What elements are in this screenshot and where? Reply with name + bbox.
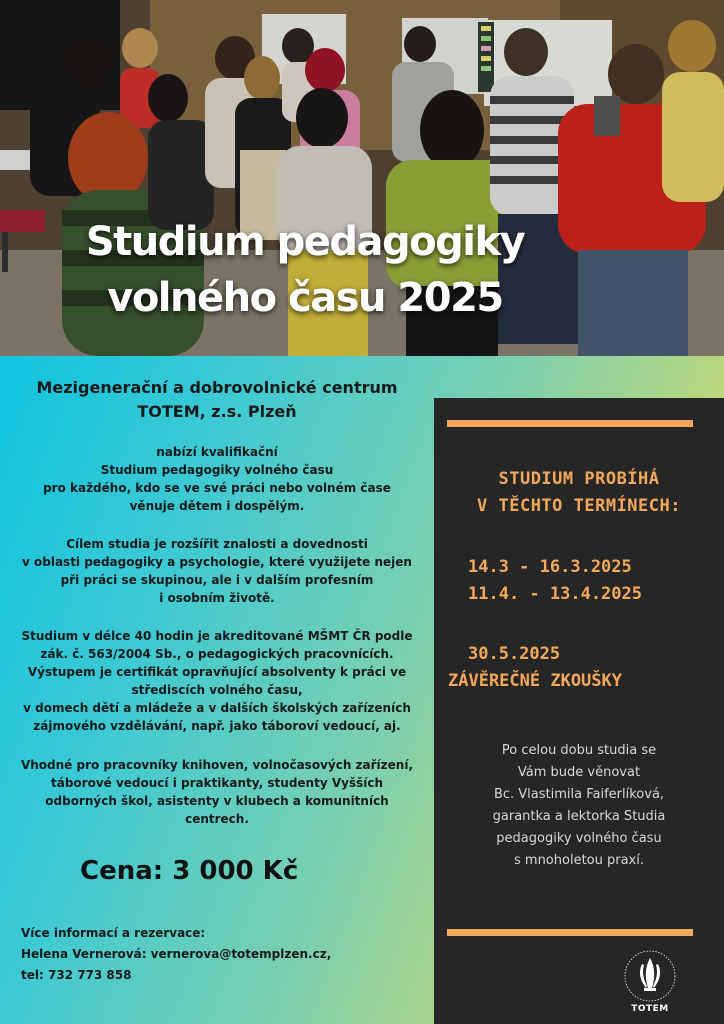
organization-line-2: TOTEM, z.s. Plzeň: [137, 402, 297, 421]
accreditation-line: Výstupem je certifikát opravňující absolventy k práci ve: [27, 665, 407, 679]
lector-line: garantka a lektorka Studia: [492, 809, 666, 824]
lector-line: Vám bude věnovat: [517, 765, 641, 780]
accreditation-line: Studium v délce 40 hodin je akreditované MŠMT ČR podle: [21, 629, 413, 643]
exam-info: [448, 641, 622, 695]
top-divider: [447, 420, 693, 427]
intro-line: věnuje dětem i dospělým.: [129, 499, 305, 513]
lector-line: Bc. Vlastimila Faiferlíková,: [493, 787, 665, 802]
bottom-divider: [447, 929, 693, 936]
schedule-heading: [434, 466, 724, 520]
intro-line: pro každého, kdo se ve své práci nebo volném čase: [43, 481, 391, 495]
header-photo: [0, 0, 724, 356]
intro-line: nabízí kvalifikační: [156, 445, 278, 459]
goal-line: při práci se skupinou, ale i v dalším profesním: [60, 573, 374, 587]
accreditation-line: zák. č. 563/2004 Sb., o pedagogických pracovnících.: [40, 647, 394, 661]
poster-title: [0, 214, 610, 326]
accreditation-paragraph: [6, 627, 428, 735]
intro-paragraph: [6, 443, 428, 515]
goal-line: v oblasti pedagogiky a psychologie, které využijete nejen: [22, 555, 412, 569]
contact-info: [21, 923, 331, 986]
organization-line-1: Mezigenerační a dobrovolnické centrum: [36, 378, 398, 397]
schedule-dates: [468, 554, 642, 608]
lector-line: Po celou dobu studia se: [501, 743, 657, 758]
organization-name: [0, 376, 434, 424]
intro-line: Studium pedagogiky volného času: [100, 463, 334, 477]
audience-line: odborných škol, asistenty v klubech a komunitních: [45, 794, 389, 808]
description-column: [0, 356, 434, 1024]
goal-paragraph: [6, 535, 428, 607]
accreditation-line: střediscích volného času,: [131, 683, 303, 697]
exam-label: ZÁVĚREČNÉ ZKOUŠKY: [448, 671, 622, 691]
title-line-2: volného času 2025: [107, 275, 503, 321]
lector-line: s mnoholetou praxí.: [514, 853, 644, 868]
totem-logo-icon: [622, 948, 678, 1004]
date-range: 14.3 - 16.3.2025: [468, 557, 632, 577]
logo-text: TOTEM: [631, 1004, 669, 1014]
lector-line: pedagogiky volného času: [496, 831, 662, 846]
accreditation-line: zájmového vzdělávání, např. jako táboroví vedoucí, aj.: [33, 719, 401, 733]
title-line-1: Studium pedagogiky: [85, 219, 525, 265]
exam-date: 30.5.2025: [468, 644, 561, 664]
audience-line: Vhodné pro pracovníky knihoven, volnočasových zařízení,: [20, 758, 414, 772]
audience-line: centrech.: [185, 812, 249, 826]
contact-person[interactable]: Helena Vernerová: vernerova@totemplzen.cz,: [21, 947, 332, 961]
schedule-panel: [434, 398, 724, 1024]
goal-line: Cílem studia je rozšířit znalosti a dovednosti: [66, 537, 368, 551]
audience-line: táborové vedoucí i praktikanty, studenty Vyšších: [50, 776, 383, 790]
contact-phone[interactable]: tel: 732 773 858: [21, 968, 132, 982]
schedule-heading-line-2: V TĚCHTO TERMÍNECH:: [477, 496, 681, 516]
goal-line: i osobním životě.: [159, 591, 275, 605]
contact-heading: Více informací a rezervace:: [21, 926, 206, 940]
lector-info: [434, 740, 724, 872]
date-range: 11.4. - 13.4.2025: [468, 584, 642, 604]
price: Cena: 3 000 Kč: [80, 856, 299, 886]
schedule-heading-line-1: STUDIUM PROBÍHÁ: [498, 469, 660, 489]
totem-logo: [622, 948, 678, 1018]
audience-paragraph: [6, 756, 428, 828]
accreditation-line: v domech dětí a mládeže a v dalších školských zařízeních: [23, 701, 411, 715]
